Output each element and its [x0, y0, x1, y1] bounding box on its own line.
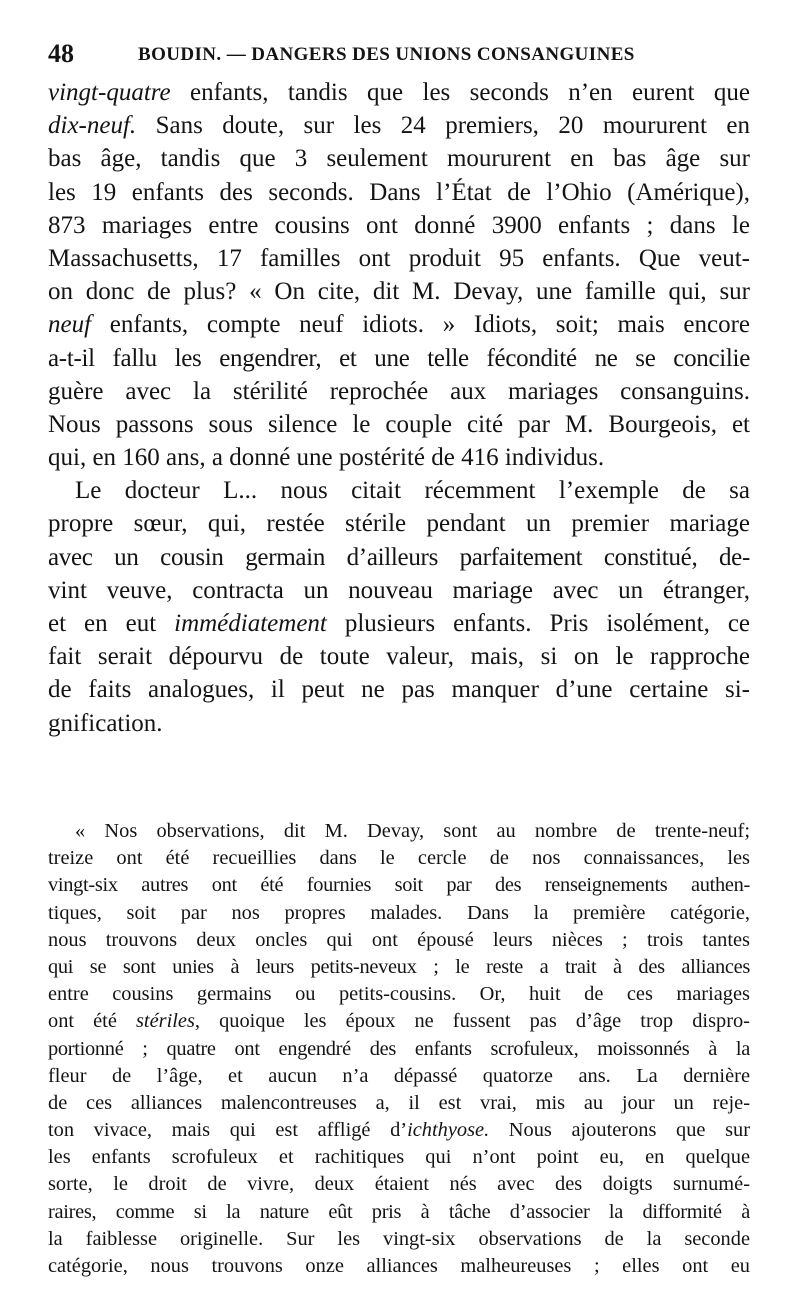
- text-line: avec un cousin germain d’ailleurs parfaitement constitué, de-: [48, 543, 750, 571]
- page-header: [48, 38, 748, 70]
- text-line: guère avec la stérilité reprochée aux mariages consanguins.: [48, 377, 750, 405]
- text-line: et en eut immédiatement plusieurs enfants. Pris isolément, ce: [48, 610, 750, 637]
- quote-line: vingt-six autres ont été fournies soit par des renseignements authen-: [48, 874, 750, 897]
- quote-line: ont été stériles, quoique les époux ne fussent pas d’âge trop dispro-: [48, 1010, 750, 1033]
- quote-line: de ces alliances malencontreuses a, il est vrai, mis au jour un reje-: [48, 1091, 750, 1114]
- text-line: dix-neuf. Sans doute, sur les 24 premiers, 20 moururent en: [48, 112, 750, 140]
- quote-line: les enfants scrofuleux et rachitiques qui n’ont point eu, en quelque: [48, 1146, 750, 1169]
- text-line: Nous passons sous silence le couple cité par M. Bourgeois, et: [48, 410, 750, 438]
- text-line: les 19 enfants des seconds. Dans l’État de l’Ohio (Amérique),: [48, 178, 750, 206]
- text-line: Massachusetts, 17 familles ont produit 95 enfants. Que veut-: [48, 244, 750, 272]
- text-line: 873 mariages entre cousins ont donné 3900 enfants ; dans le: [48, 211, 750, 239]
- text-line: Le docteur L... nous citait récemment l’exemple de sa: [75, 477, 750, 505]
- running-title: BOUDIN. — DANGERS DES UNIONS CONSANGUINES: [138, 44, 635, 65]
- quote-line: portionné ; quatre ont engendré des enfants scrofuleux, moissonnés à la: [48, 1037, 750, 1060]
- page-number: 48: [48, 39, 74, 68]
- quote-line: raires, comme si la nature eût pris à tâche d’associer la difformité à: [48, 1200, 750, 1223]
- quote-line: catégorie, nous trouvons onze alliances malheureuses ; elles ont eu: [48, 1255, 750, 1277]
- text-line: a-t-il fallu les engendrer, et une telle fécondité ne se concilie: [48, 344, 750, 372]
- text-line: gnification.: [48, 709, 163, 737]
- text-line: bas âge, tandis que 3 seulement moururent en bas âge sur: [48, 145, 750, 173]
- quote-line: sorte, le droit de vivre, deux étaient nés avec des doigts surnumé-: [48, 1173, 750, 1196]
- quote-line: nous trouvons deux oncles qui ont épousé leurs nièces ; trois tantes: [48, 928, 750, 951]
- quote-line: ton vivace, mais qui est affligé d’ichthyose. Nous ajouterons que sur: [48, 1119, 750, 1142]
- quote-line: la faiblesse originelle. Sur les vingt-six observations de la seconde: [48, 1227, 750, 1250]
- text-line: vint veuve, contracta un nouveau mariage avec un étranger,: [48, 576, 750, 604]
- text-line: vingt-quatre enfants, tandis que les seconds n’en eurent que: [48, 79, 750, 106]
- text-line: propre sœur, qui, restée stérile pendant un premier mariage: [48, 510, 750, 538]
- quote-line: fleur de l’âge, et aucun n’a dépassé quatorze ans. La dernière: [48, 1064, 750, 1087]
- text-line: on donc de plus? « On cite, dit M. Devay, une famille qui, sur: [48, 278, 750, 306]
- text-line: de faits analogues, il peut ne pas manquer d’une certaine si-: [48, 676, 750, 704]
- quote-line: tiques, soit par nos propres malades. Dans la première catégorie,: [48, 901, 750, 924]
- main-text: [48, 76, 750, 740]
- quote-line: qui se sont unies à leurs petits-neveux ; le reste a trait à des alliances: [48, 955, 750, 978]
- text-line: qui, en 160 ans, a donné une postérité de 416 individus.: [48, 444, 605, 472]
- quote-line: treize ont été recueillies dans le cercle de nos connaissances, les: [48, 847, 750, 870]
- text-line: neuf enfants, compte neuf idiots. » Idiots, soit; mais encore: [48, 311, 750, 339]
- quote-line: « Nos observations, dit M. Devay, sont au nombre de trente-neuf;: [75, 820, 750, 842]
- quoted-passage: [48, 818, 750, 1280]
- text-line: fait serait dépourvu de toute valeur, mais, si on le rapproche: [48, 643, 750, 671]
- quote-line: entre cousins germains ou petits-cousins. Or, huit de ces mariages: [48, 983, 750, 1006]
